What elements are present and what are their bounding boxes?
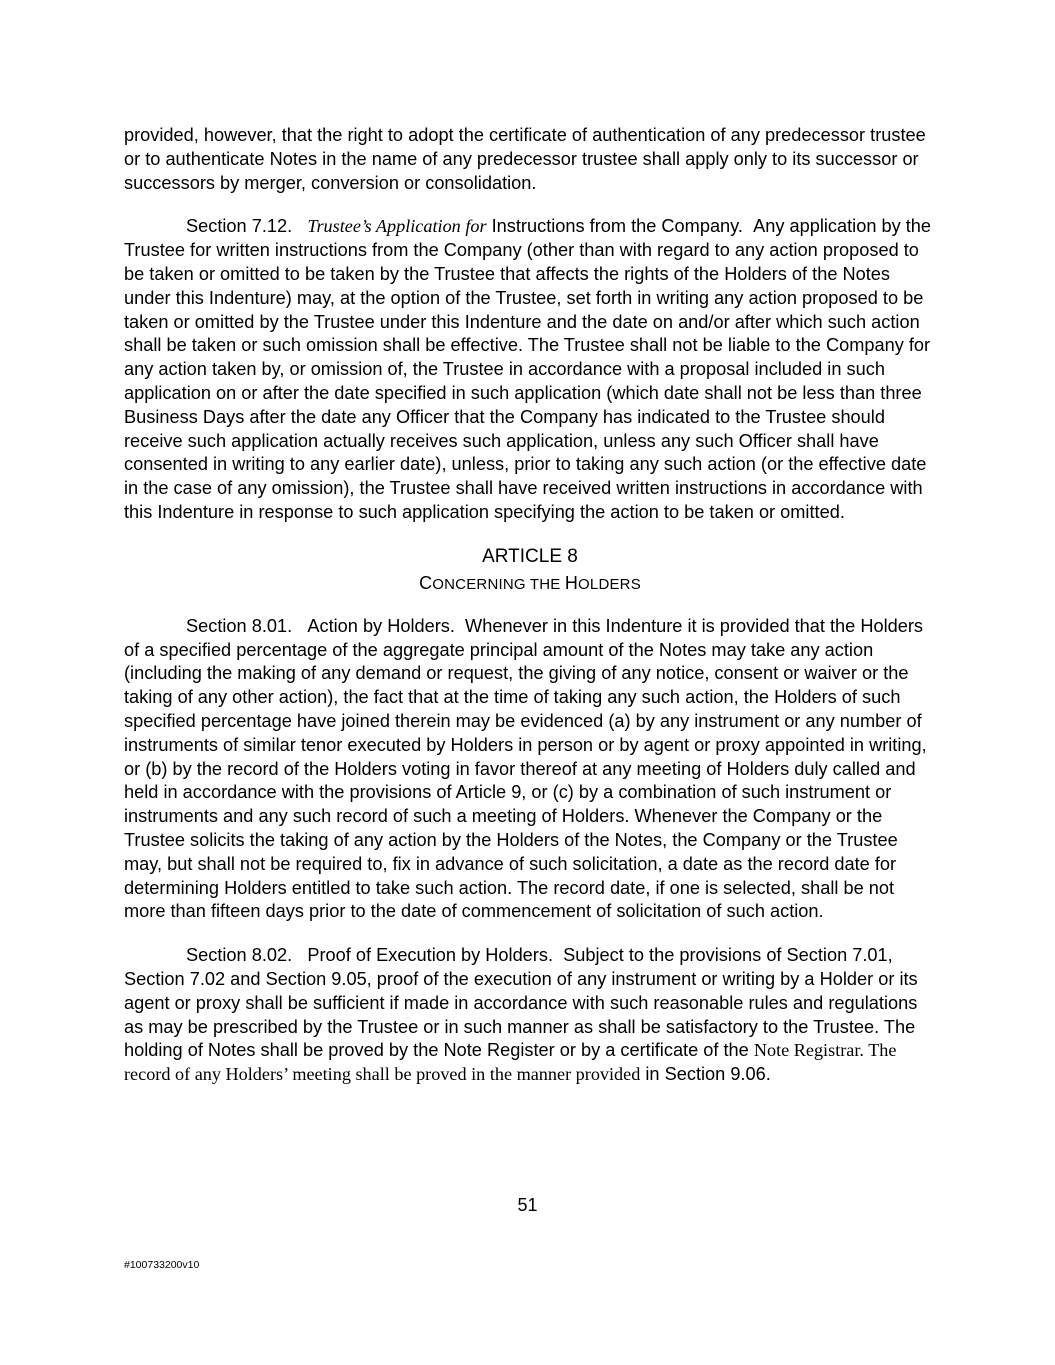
article-subtitle-small-2: OLDERS <box>578 575 641 593</box>
document-body <box>124 124 936 1107</box>
section-8-02-body-b: in Section 9.06. <box>645 1064 771 1085</box>
section-8-02-body-a: Subject to the provisions of Section 7.01, Section 7.02 and Section 9.05, proof of the execution of any instrument or writing by a Holder or its agent or proxy shall be sufficient if made in accordance with such reasonable rules and regulations as may be prescribed by the Trustee or in such manner as shall be satisfactory to the Trustee. The holding of Notes shall be proved by the Note Register or by a certificate of the <box>124 945 918 1061</box>
article-subtitle <box>124 573 936 595</box>
section-8-01-title: Action by Holders. <box>307 615 455 636</box>
section-8-02-number: Section 8.02. <box>186 945 293 966</box>
article-subtitle-cap-2: H <box>564 572 579 593</box>
section-7-12-body: Any application by the Trustee for written instructions from the Company (other than with regard to any action proposed to be taken or omitted to be taken by the Trustee that affects the rights of the Holders of the Notes under this Indenture) may, at the option of the Trustee, set forth in writing any action proposed to be taken or omitted by the Trustee under this Indenture and the date on and/or after which such action shall be taken or such omission shall be effective. The Trustee shall not be liable to the Company for any action taken by, or omission of, the Trustee in accordance with a proposal included in such application on or after the date specified in such application (which date shall not be less than three Business Days after the date any Officer that the Company has indicated to the Trustee should receive such application actually receives such application, unless any such Officer shall have consented in writing to any earlier date), unless, prior to taking any such action (or the effective date in the case of any omission), the Trustee shall have received written instructions in accordance with this Indenture in response to such application specifying the action to be taken or omitted. <box>124 216 932 522</box>
page-number: 51 <box>517 1195 538 1215</box>
section-8-01-number: Section 8.01. <box>186 615 293 636</box>
section-7-12-number: Section 7.12. <box>186 216 293 237</box>
section-8-02-title: Proof of Execution by Holders. <box>307 945 553 966</box>
paragraph-continuation: provided, however, that the right to adopt the certificate of authentication of any predecessor trustee or to authenticate Notes in the name of any predecessor trustee shall apply only to its successor or successors by merger, conversion or consolidation. <box>124 125 926 193</box>
document-id: #100733200v10 <box>124 1259 200 1271</box>
section-8-01-body: Whenever in this Indenture it is provided that the Holders of a specified percentage of the aggregate principal amount of the Notes may take any action (including the making of any demand or request, the giving of any notice, consent or waiver or the taking of any other action), the fact that at the time of taking any such action, the Holders of such specified percentage have joined therein may be evidenced (a) by any instrument or any number of instruments of similar tenor executed by Holders in person or by agent or proxy appointed in writing, or (b) by the record of the Holders voting in favor thereof at any meeting of Holders duly called and held in accordance with the provisions of Article 9, or (c) by a combination of such instrument or instruments and any such record of such a meeting of Holders. Whenever the Company or the Trustee solicits the taking of any action by the Holders of the Notes, the Company or the Trustee may, but shall not be required to, fix in advance of such solicitation, a date as the record date for determining Holders entitled to take such action. The record date, if one is selected, shall be not more than fifteen days prior to the date of commencement of solicitation of such action. <box>124 615 927 922</box>
section-7-12-title: Instructions from the Company. <box>491 216 743 237</box>
article-heading <box>124 545 936 595</box>
section-8-02-body-serif: Note Registrar. The record of any Holders’ meeting shall be proved in the manner provided <box>124 1040 897 1085</box>
section-7-12 <box>124 215 936 524</box>
article-title: ARTICLE 8 <box>482 545 578 567</box>
section-7-12-title-italic: Trustee’s Application for <box>307 216 487 237</box>
section-8-02 <box>124 944 936 1087</box>
section-8-01 <box>124 615 936 924</box>
article-subtitle-small-1: ONCERNING THE <box>432 575 565 593</box>
article-subtitle-cap-1: C <box>419 572 433 593</box>
